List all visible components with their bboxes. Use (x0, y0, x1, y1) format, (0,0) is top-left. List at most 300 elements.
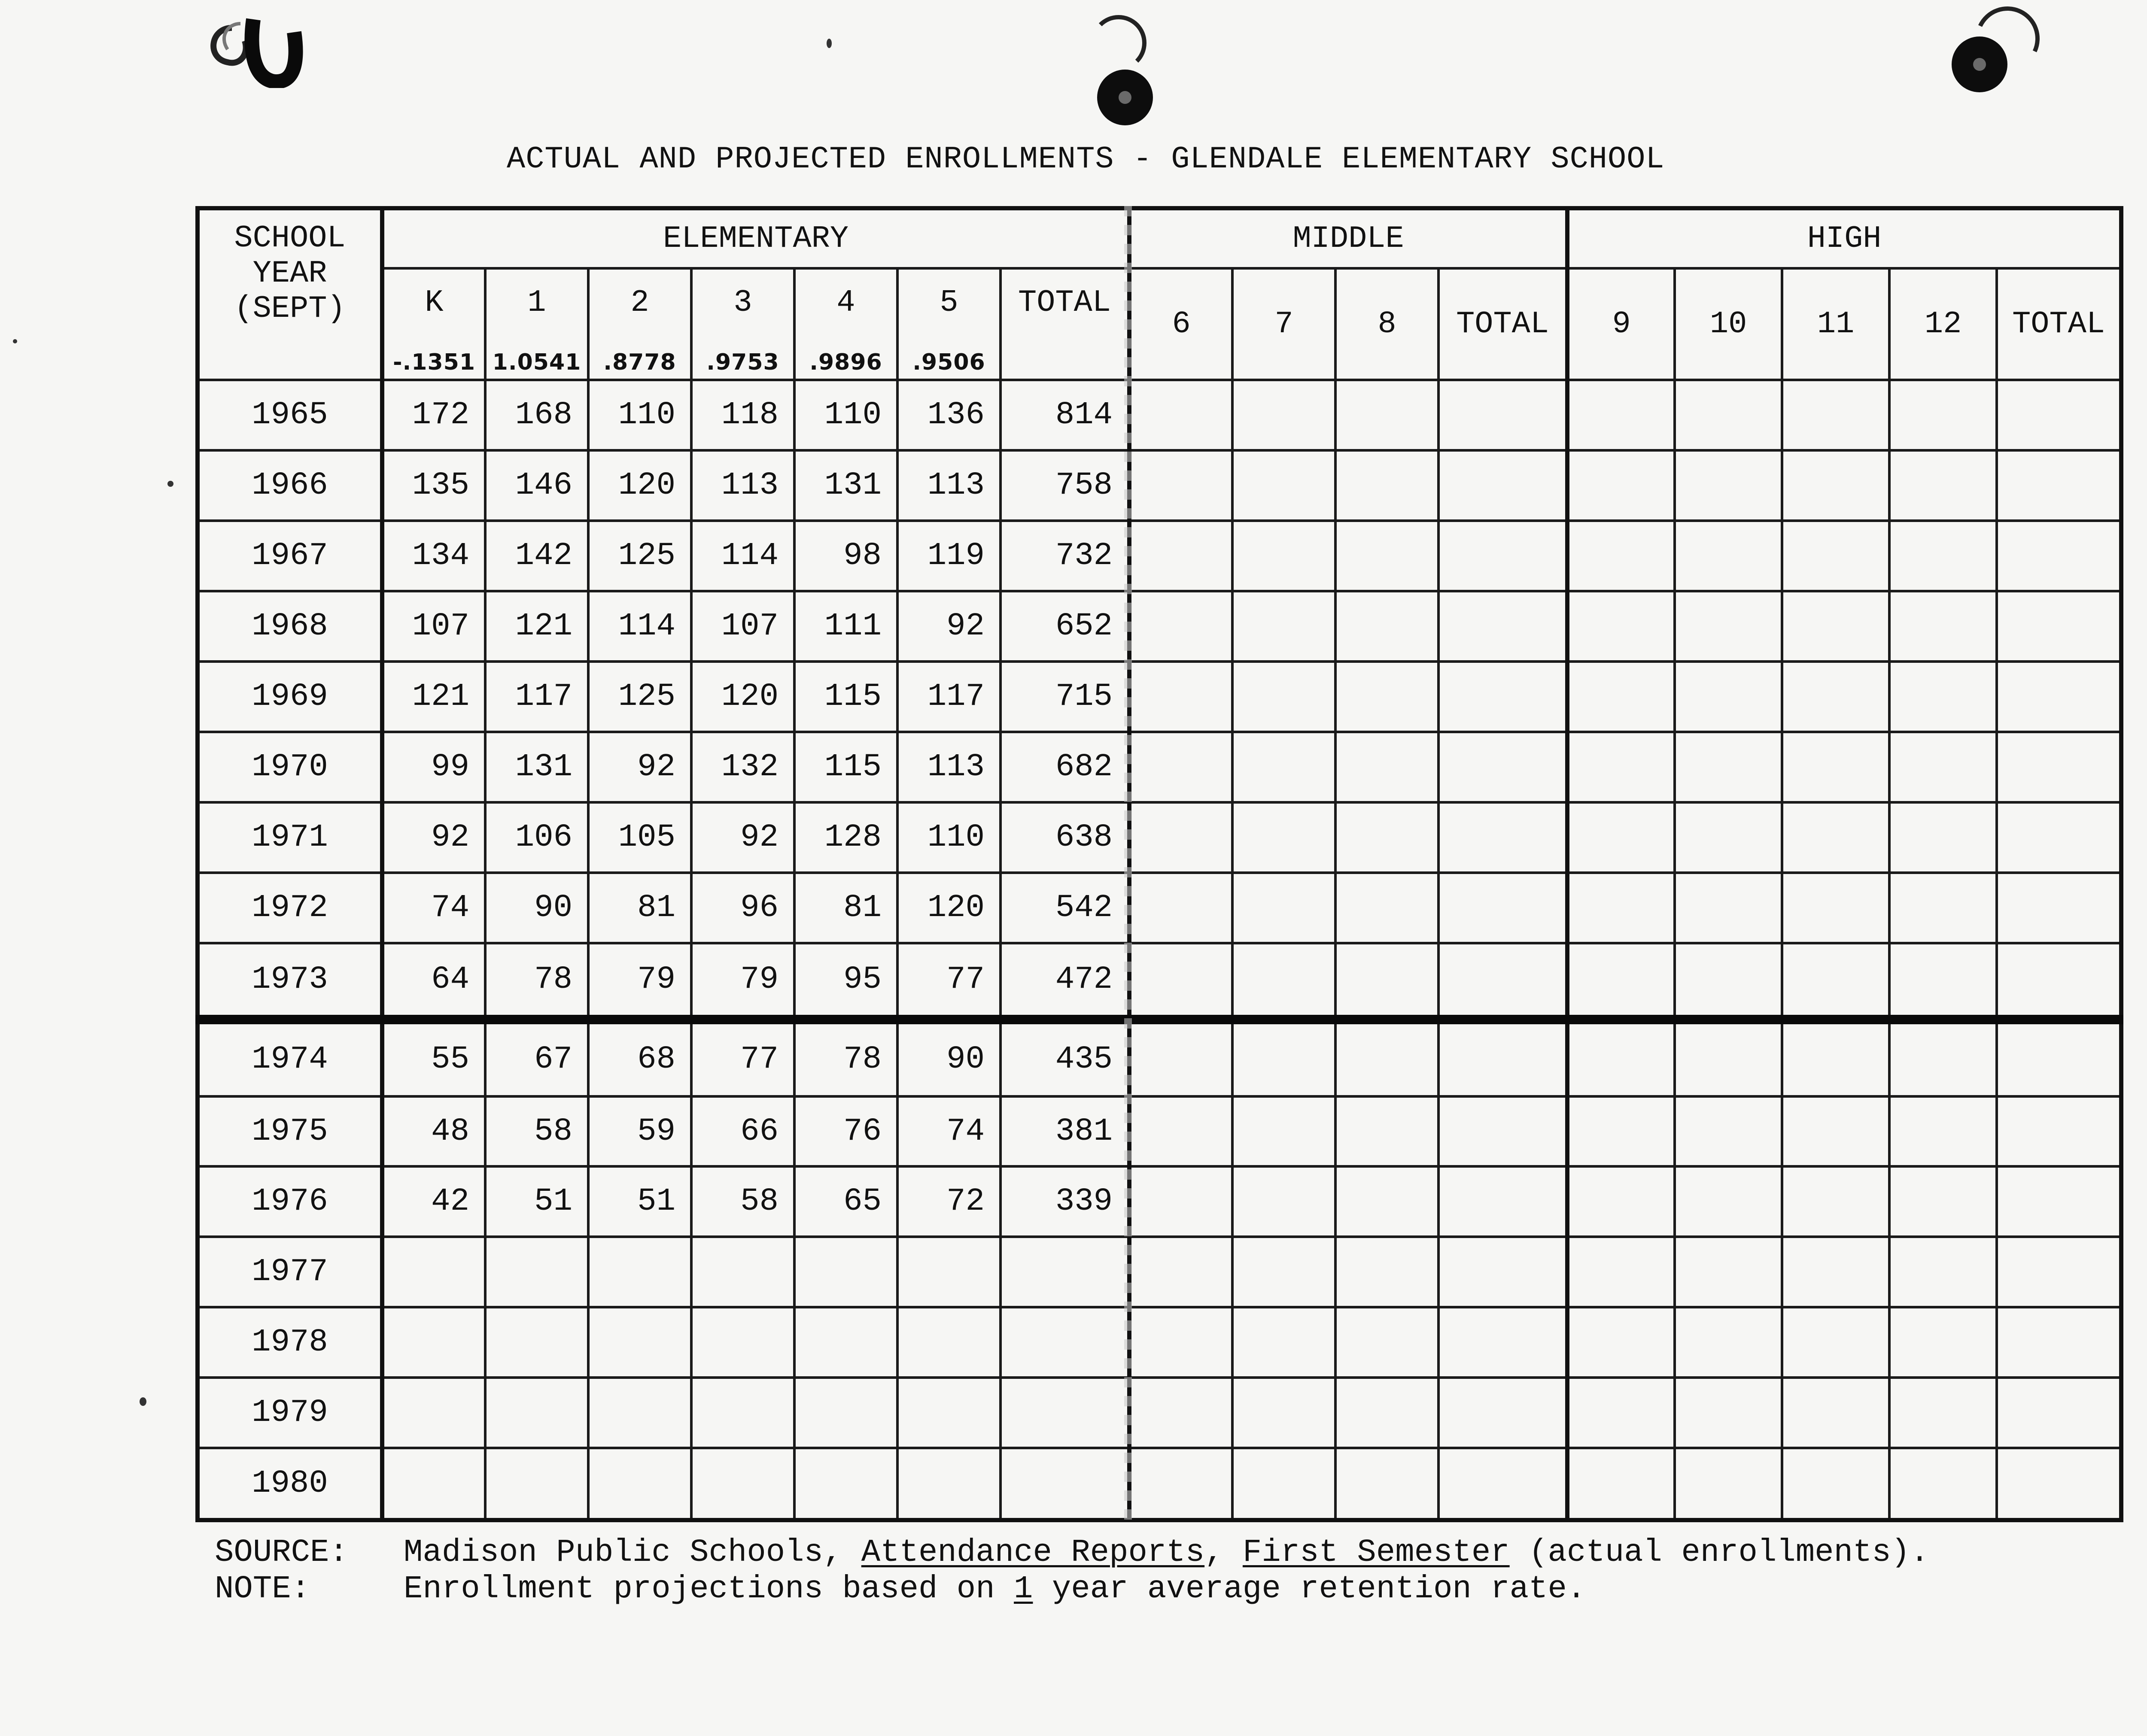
table-row (198, 732, 2121, 802)
middle-grade-header-7: 7 (1232, 268, 1335, 380)
high-cell (1782, 591, 1889, 662)
grade-header-1 (485, 268, 588, 380)
enrollment-cell: 121 (382, 662, 485, 732)
table-row (198, 450, 2121, 521)
middle-cell (1335, 1448, 1438, 1520)
enrollment-cell: 135 (382, 450, 485, 521)
middle-cell (1335, 591, 1438, 662)
middle-cell (1232, 380, 1335, 450)
enrollment-cell: 78 (485, 943, 588, 1020)
page-title: ACTUAL AND PROJECTED ENROLLMENTS - GLENDALE ELEMENTARY SCHOOL (507, 142, 1665, 177)
punch-arc-center (1091, 15, 1146, 71)
grade-header-5 (897, 268, 1001, 380)
middle-cell (1129, 732, 1232, 802)
high-cell (1782, 380, 1889, 450)
enrollment-cell: 758 (1001, 450, 1129, 521)
source-text-3: (actual enrollments). (1509, 1535, 1929, 1571)
high-cell (1675, 732, 1782, 802)
high-cell (1782, 1020, 1889, 1096)
table-row (198, 1096, 2121, 1167)
enrollment-cell: 76 (794, 1096, 897, 1167)
high-cell (1675, 521, 1782, 591)
high-cell (1782, 802, 1889, 873)
enrollment-cell (382, 1378, 485, 1448)
grade-header-k (382, 268, 485, 380)
enrollment-cell (691, 1307, 794, 1378)
high-cell (1567, 1307, 1675, 1378)
high-cell (1782, 450, 1889, 521)
middle-grade-header-6: 6 (1129, 268, 1232, 380)
high-cell (1997, 1237, 2121, 1307)
enrollment-cell (485, 1237, 588, 1307)
enrollment-cell: 92 (588, 732, 691, 802)
high-cell (1782, 1307, 1889, 1378)
enrollment-cell: 51 (588, 1166, 691, 1237)
high-cell (1997, 1166, 2121, 1237)
middle-grade-header-8: 8 (1335, 268, 1438, 380)
enrollment-cell: 682 (1001, 732, 1129, 802)
high-cell (1782, 1166, 1889, 1237)
enrollment-cell: 142 (485, 521, 588, 591)
table-row (198, 1307, 2121, 1378)
enrollment-cell: 131 (794, 450, 897, 521)
middle-cell (1129, 662, 1232, 732)
enrollment-cell (691, 1237, 794, 1307)
middle-cell (1438, 521, 1567, 591)
source-text-1: Madison Public Schools, (404, 1535, 861, 1571)
enrollment-cell: 638 (1001, 802, 1129, 873)
retention-rate: .9506 (912, 349, 985, 375)
high-cell (1997, 591, 2121, 662)
high-cell (1782, 1448, 1889, 1520)
high-cell (1889, 1166, 1997, 1237)
middle-cell (1232, 521, 1335, 591)
retention-rate: .9753 (706, 349, 779, 375)
high-grade-header-total: TOTAL (1997, 268, 2121, 380)
middle-cell (1232, 662, 1335, 732)
table-row (198, 1020, 2121, 1096)
high-cell (1997, 1307, 2121, 1378)
middle-cell (1438, 732, 1567, 802)
high-cell (1675, 1307, 1782, 1378)
source-attendance-reports: Attendance Reports (861, 1535, 1205, 1571)
enrollment-cell (1001, 1378, 1129, 1448)
enrollment-cell: 113 (897, 450, 1001, 521)
speck (13, 339, 17, 343)
enrollment-cell: 81 (588, 873, 691, 943)
high-cell (1675, 1378, 1782, 1448)
middle-cell (1129, 1237, 1232, 1307)
middle-cell (1129, 1166, 1232, 1237)
high-cell (1782, 1096, 1889, 1167)
high-cell (1997, 943, 2121, 1020)
middle-header: MIDDLE (1129, 208, 1567, 268)
high-cell (1675, 802, 1782, 873)
enrollment-cell: 542 (1001, 873, 1129, 943)
enrollment-cell: 79 (588, 943, 691, 1020)
high-cell (1997, 732, 2121, 802)
enrollment-cell: 715 (1001, 662, 1129, 732)
middle-cell (1232, 943, 1335, 1020)
enrollment-cell: 120 (691, 662, 794, 732)
high-cell (1889, 521, 1997, 591)
enrollment-cell: 168 (485, 380, 588, 450)
note-years: 1 (1014, 1571, 1033, 1607)
grade-label: TOTAL (1018, 285, 1111, 320)
high-cell (1675, 662, 1782, 732)
enrollment-cell: 118 (691, 380, 794, 450)
middle-cell (1232, 1237, 1335, 1307)
enrollment-cell: 110 (588, 380, 691, 450)
enrollment-cell: 339 (1001, 1166, 1129, 1237)
high-cell (1997, 380, 2121, 450)
speck (827, 39, 832, 48)
high-cell (1675, 1237, 1782, 1307)
enrollment-cell: 146 (485, 450, 588, 521)
enrollment-cell: 78 (794, 1020, 897, 1096)
high-cell (1997, 1020, 2121, 1096)
speck (140, 1397, 146, 1406)
enrollment-cell: 92 (691, 802, 794, 873)
high-cell (1567, 1166, 1675, 1237)
middle-cell (1438, 802, 1567, 873)
enrollment-cell (382, 1237, 485, 1307)
enrollment-cell (897, 1378, 1001, 1448)
enrollment-cell: 120 (588, 450, 691, 521)
enrollment-cell: 114 (691, 521, 794, 591)
middle-cell (1438, 1378, 1567, 1448)
middle-cell (1335, 380, 1438, 450)
middle-cell (1232, 1020, 1335, 1096)
high-cell (1675, 1020, 1782, 1096)
enrollment-cell: 113 (691, 450, 794, 521)
high-cell (1997, 873, 2121, 943)
fold-crease (1124, 206, 1132, 1522)
enrollment-cell (382, 1307, 485, 1378)
school-year-cell: 1975 (198, 1096, 382, 1167)
high-cell (1567, 943, 1675, 1020)
enrollment-cell (382, 1448, 485, 1520)
high-cell (1889, 1307, 1997, 1378)
enrollment-cell: 134 (382, 521, 485, 591)
high-cell (1782, 873, 1889, 943)
high-cell (1675, 380, 1782, 450)
high-grade-header-9: 9 (1567, 268, 1675, 380)
high-cell (1997, 662, 2121, 732)
enrollment-cell (691, 1448, 794, 1520)
middle-cell (1438, 1448, 1567, 1520)
enrollment-cell: 51 (485, 1166, 588, 1237)
enrollment-cell: 115 (794, 662, 897, 732)
high-cell (1889, 802, 1997, 873)
high-cell (1567, 380, 1675, 450)
school-year-cell: 1967 (198, 521, 382, 591)
table-row (198, 1166, 2121, 1237)
enrollment-cell (588, 1378, 691, 1448)
table-row (198, 662, 2121, 732)
high-cell (1567, 1096, 1675, 1167)
grade-header-2 (588, 268, 691, 380)
enrollment-cell: 115 (794, 732, 897, 802)
high-cell (1567, 732, 1675, 802)
high-cell (1567, 1448, 1675, 1520)
enrollment-cell: 55 (382, 1020, 485, 1096)
enrollment-cell: 107 (382, 591, 485, 662)
high-cell (1889, 1096, 1997, 1167)
enrollment-cell: 66 (691, 1096, 794, 1167)
punch-hole-center (1097, 70, 1153, 125)
high-cell (1889, 450, 1997, 521)
grade-label: K (425, 285, 444, 320)
enrollment-cell (588, 1307, 691, 1378)
table-row (198, 521, 2121, 591)
enrollment-cell (485, 1448, 588, 1520)
grade-label: 1 (527, 285, 546, 320)
grade-header-3 (691, 268, 794, 380)
footer-source (215, 1535, 1929, 1571)
middle-cell (1335, 1166, 1438, 1237)
high-cell (1567, 521, 1675, 591)
middle-cell (1129, 1020, 1232, 1096)
middle-cell (1232, 1378, 1335, 1448)
middle-cell (1129, 873, 1232, 943)
enrollment-cell: 67 (485, 1020, 588, 1096)
table-row (198, 1237, 2121, 1307)
high-cell (1889, 591, 1997, 662)
enrollment-cell: 132 (691, 732, 794, 802)
school-year-cell: 1973 (198, 943, 382, 1020)
school-year-cell: 1978 (198, 1307, 382, 1378)
enrollment-cell: 119 (897, 521, 1001, 591)
enrollment-cell: 99 (382, 732, 485, 802)
note-text-1: Enrollment projections based on (404, 1571, 1014, 1607)
enrollment-cell: 117 (485, 662, 588, 732)
high-cell (1675, 873, 1782, 943)
enrollment-cell (897, 1448, 1001, 1520)
enrollment-cell: 90 (485, 873, 588, 943)
enrollment-cell: 652 (1001, 591, 1129, 662)
enrollment-cell: 117 (897, 662, 1001, 732)
enrollment-cell: 110 (794, 380, 897, 450)
enrollment-cell: 74 (382, 873, 485, 943)
enrollment-cell: 96 (691, 873, 794, 943)
high-cell (1889, 873, 1997, 943)
enrollment-cell: 128 (794, 802, 897, 873)
middle-cell (1232, 1096, 1335, 1167)
high-cell (1567, 662, 1675, 732)
middle-cell (1335, 873, 1438, 943)
enrollment-cell: 107 (691, 591, 794, 662)
high-cell (1997, 1448, 2121, 1520)
middle-cell (1129, 591, 1232, 662)
enrollment-cell (1001, 1237, 1129, 1307)
middle-cell (1232, 732, 1335, 802)
enrollment-cell: 48 (382, 1096, 485, 1167)
middle-cell (1335, 1096, 1438, 1167)
middle-cell (1129, 521, 1232, 591)
elementary-header: ELEMENTARY (382, 208, 1129, 268)
high-grade-header-12: 12 (1889, 268, 1997, 380)
enrollment-cell: 121 (485, 591, 588, 662)
middle-cell (1129, 380, 1232, 450)
enrollment-cell: 105 (588, 802, 691, 873)
middle-cell (1129, 1448, 1232, 1520)
school-year-cell: 1977 (198, 1237, 382, 1307)
retention-rate: .8778 (603, 349, 676, 375)
enrollment-cell (794, 1237, 897, 1307)
grade-label: 2 (630, 285, 649, 320)
retention-rate: 1.0541 (492, 349, 581, 375)
table-row (198, 591, 2121, 662)
enrollment-cell: 472 (1001, 943, 1129, 1020)
enrollment-cell: 42 (382, 1166, 485, 1237)
school-year-header-line-2: YEAR (252, 256, 327, 291)
middle-cell (1438, 1020, 1567, 1096)
school-year-cell: 1980 (198, 1448, 382, 1520)
enrollment-cell: 111 (794, 591, 897, 662)
note-label: NOTE: (215, 1571, 310, 1607)
middle-cell (1438, 1096, 1567, 1167)
header-row-grades (198, 268, 2121, 380)
high-cell (1675, 1166, 1782, 1237)
enrollment-cell: 79 (691, 943, 794, 1020)
high-cell (1675, 1448, 1782, 1520)
source-text-2: , (1204, 1535, 1243, 1571)
enrollment-cell: 58 (485, 1096, 588, 1167)
middle-cell (1335, 662, 1438, 732)
high-cell (1675, 1096, 1782, 1167)
enrollment-cell: 732 (1001, 521, 1129, 591)
high-cell (1782, 943, 1889, 1020)
enrollment-cell: 106 (485, 802, 588, 873)
middle-cell (1438, 380, 1567, 450)
high-cell (1997, 1378, 2121, 1448)
high-cell (1782, 662, 1889, 732)
high-cell (1997, 802, 2121, 873)
high-cell (1889, 732, 1997, 802)
enrollment-cell: 58 (691, 1166, 794, 1237)
enrollment-cell: 114 (588, 591, 691, 662)
enrollment-cell (1001, 1307, 1129, 1378)
middle-cell (1335, 1378, 1438, 1448)
middle-cell (1232, 1448, 1335, 1520)
enrollment-cell: 435 (1001, 1020, 1129, 1096)
school-year-cell: 1965 (198, 380, 382, 450)
table-row (198, 1448, 2121, 1520)
middle-cell (1129, 1307, 1232, 1378)
middle-cell (1438, 873, 1567, 943)
high-cell (1782, 732, 1889, 802)
enrollment-cell: 814 (1001, 380, 1129, 450)
enrollment-cell: 95 (794, 943, 897, 1020)
source-label: SOURCE: (215, 1535, 348, 1571)
table-row (198, 873, 2121, 943)
enrollment-cell (485, 1307, 588, 1378)
enrollment-cell (897, 1307, 1001, 1378)
table-row (198, 380, 2121, 450)
high-grade-header-10: 10 (1675, 268, 1782, 380)
enrollment-cell (485, 1378, 588, 1448)
middle-cell (1335, 1237, 1438, 1307)
middle-cell (1129, 1096, 1232, 1167)
school-year-header-line-1: SCHOOL (234, 221, 346, 256)
middle-grade-header-total: TOTAL (1438, 268, 1567, 380)
high-cell (1889, 1448, 1997, 1520)
enrollment-cell (794, 1307, 897, 1378)
school-year-cell: 1974 (198, 1020, 382, 1096)
enrollment-cell: 110 (897, 802, 1001, 873)
high-cell (1889, 943, 1997, 1020)
high-cell (1675, 591, 1782, 662)
grade-label: 3 (733, 285, 752, 320)
high-cell (1997, 521, 2121, 591)
middle-cell (1129, 802, 1232, 873)
footer-note (215, 1571, 1586, 1607)
middle-cell (1438, 1307, 1567, 1378)
high-cell (1889, 380, 1997, 450)
enrollment-cell: 81 (794, 873, 897, 943)
enrollment-cell: 113 (897, 732, 1001, 802)
middle-cell (1129, 1378, 1232, 1448)
high-grade-header-11: 11 (1782, 268, 1889, 380)
school-year-cell: 1976 (198, 1166, 382, 1237)
enrollment-cell (691, 1378, 794, 1448)
middle-cell (1335, 732, 1438, 802)
middle-cell (1438, 943, 1567, 1020)
high-cell (1567, 873, 1675, 943)
high-cell (1675, 943, 1782, 1020)
note-text-2: year average retention rate. (1033, 1571, 1586, 1607)
middle-cell (1232, 873, 1335, 943)
table-row (198, 802, 2121, 873)
middle-cell (1438, 591, 1567, 662)
middle-cell (1335, 1307, 1438, 1378)
high-cell (1675, 450, 1782, 521)
enrollment-cell: 59 (588, 1096, 691, 1167)
enrollment-cell: 72 (897, 1166, 1001, 1237)
middle-cell (1129, 450, 1232, 521)
enrollment-cell: 90 (897, 1020, 1001, 1096)
header-row-groups (198, 208, 2121, 268)
middle-cell (1438, 1237, 1567, 1307)
grade-header-total (1001, 268, 1129, 380)
middle-cell (1438, 1166, 1567, 1237)
middle-cell (1232, 802, 1335, 873)
high-cell (1567, 450, 1675, 521)
enrollment-cell: 77 (691, 1020, 794, 1096)
high-cell (1889, 1237, 1997, 1307)
enrollment-cell: 98 (794, 521, 897, 591)
enrollment-cell (794, 1378, 897, 1448)
school-year-header (198, 208, 382, 380)
enrollment-cell: 92 (897, 591, 1001, 662)
school-year-cell: 1966 (198, 450, 382, 521)
table-row (198, 943, 2121, 1020)
enrollment-cell (588, 1237, 691, 1307)
enrollment-table (195, 206, 2123, 1522)
grade-label: 4 (836, 285, 855, 320)
enrollment-cell: 77 (897, 943, 1001, 1020)
retention-rate: -.1351 (392, 349, 476, 375)
high-cell (1997, 1096, 2121, 1167)
enrollment-cell (1001, 1448, 1129, 1520)
enrollment-cell: 64 (382, 943, 485, 1020)
high-cell (1567, 591, 1675, 662)
middle-cell (1232, 1307, 1335, 1378)
enrollment-cell: 381 (1001, 1096, 1129, 1167)
enrollment-cell: 125 (588, 521, 691, 591)
enrollment-cell (794, 1448, 897, 1520)
